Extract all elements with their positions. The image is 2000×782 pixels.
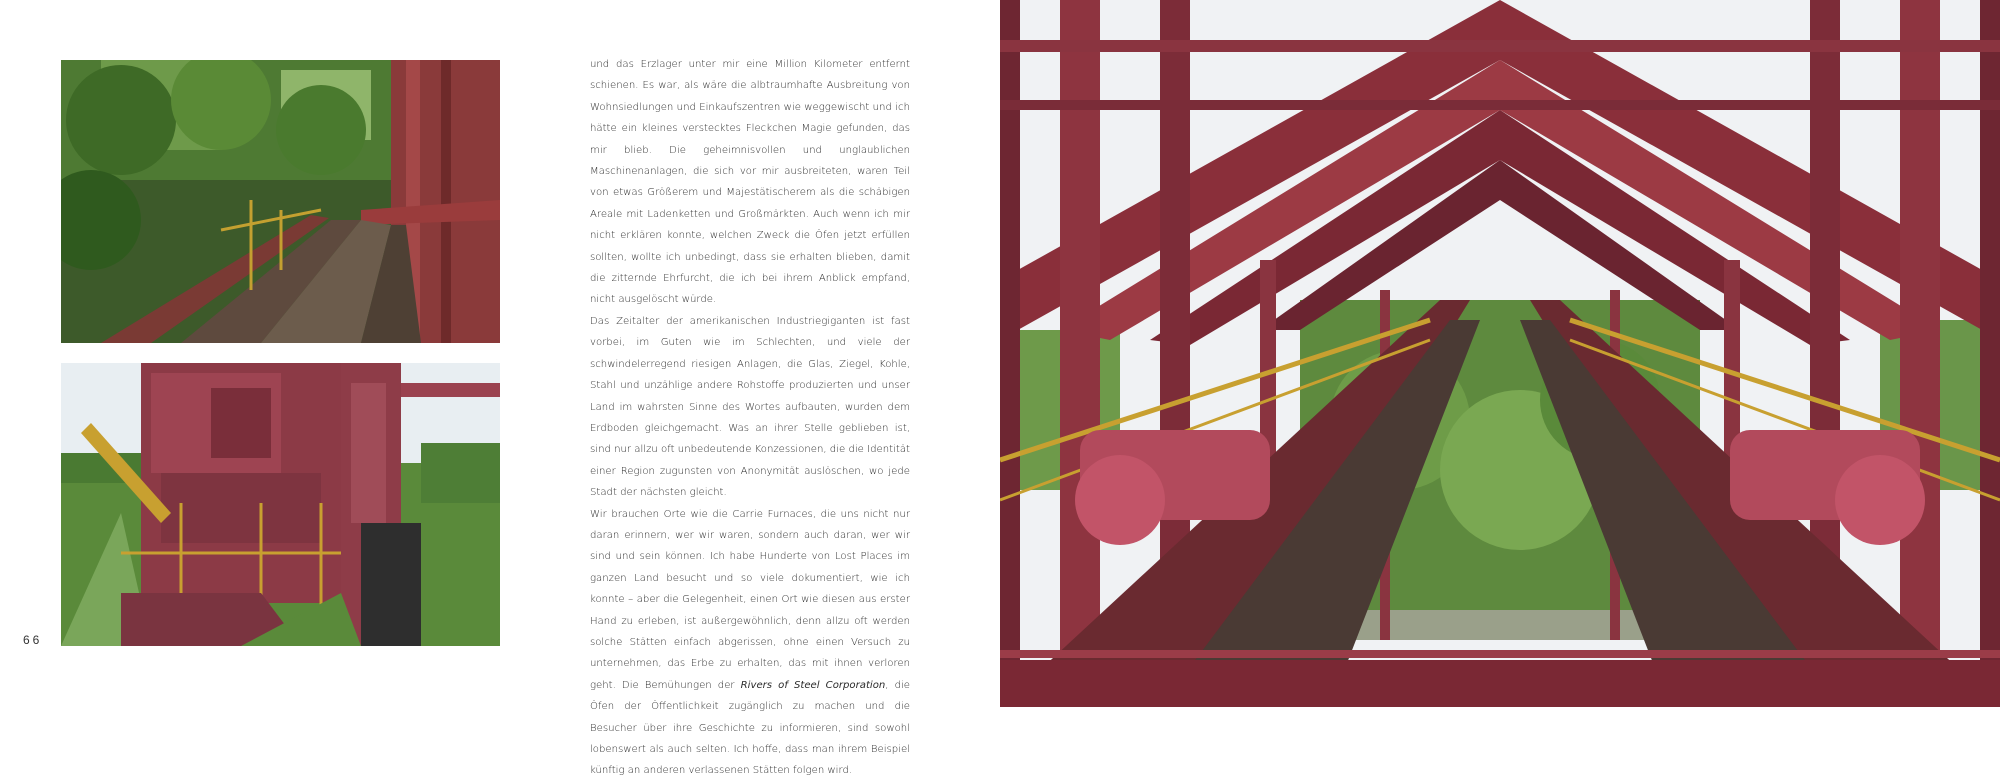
body-text: [590, 54, 910, 782]
overgrown-walkway-photo: [61, 60, 500, 343]
red-steel-bridge-structure-photo: [1000, 0, 2000, 707]
rivers-of-steel-name: Rivers of Steel Corporation: [740, 679, 886, 691]
left-page: [0, 0, 1000, 777]
paragraph-2: Das Zeitalter der amerikanischen Industriegiganten ist fast vorbei, im Guten wie im Schlechten, und viele der schwindelerregend riesigen Anlagen, die Glas, Ziegel, Kohle, Stahl und unzählige andere Rohstoffe produzierten und unser Land im wahrsten Sinne des Wortes aufbauten, wurden dem Erdboden gleichgemacht. Was an ihrer Stelle geblieben ist, sind nur allzu oft unbedeutende Konzessionen, die die Identität einer Region zugunsten von Anonymität auslöschen, wo jede Stadt der nächsten gleicht.: [590, 315, 910, 499]
paragraph-1: und das Erzlager unter mir eine Million Kilometer entfernt schienen. Es war, als wäre die albtraumhafte Ausbreitung von Wohnsiedlungen und Einkaufszentren wie weggewischt und ich hätte ein kleines verstecktes Fleckchen Magie gefunden, das mir blieb. Die geheimnisvollen und unglaublichen Maschinenanlagen, die sich vor mir ausbreiteten, waren Teil von etwas Größerem und Majestätischerem als die schäbigen Areale mit Ladenketten und Großmärkten. Auch wenn ich mir nicht erklären konnte, welchen Zweck die Öfen jetzt erfüllen sollten, wollte ich unbedingt, dass sie erhalten blieben, damit die zitternde Ehrfurcht, die ich bei ihrem Anblick empfand, nicht ausgelöscht würde.: [590, 59, 910, 306]
red-industrial-machinery-photo: [61, 363, 500, 646]
page-number: 66: [23, 633, 43, 647]
paragraph-3: [590, 504, 910, 782]
paragraph-3-part-b: , die Öfen der Öffentlichkeit zugänglich zu machen und die Besucher über ihre Geschichte zu informieren, sind sowohl lobenswert als auch selten. Ich hoffe, dass man ihrem Beispiel künftig an anderen verlassenen Stätten folgen wird.: [590, 679, 911, 777]
paragraph-3-part-a: Wir brauchen Orte wie die Carrie Furnaces, die uns nicht nur daran erinnern, wer wir waren, sondern auch daran, wer wir sind und sein können. Ich habe Hunderte von Lost Places im ganzen Land besucht und so viele dokumentiert, wie ich konnte – aber die Gelegenheit, einen Ort wie diesen aus erster Hand zu erleben, ist außergewöhnlich, denn allzu oft werden solche Stätten einfach abgerissen, ohne einen Versuch zu unternehmen, das Erbe zu erhalten, das mit ihnen verloren geht. Die Bemühungen der: [590, 508, 910, 691]
